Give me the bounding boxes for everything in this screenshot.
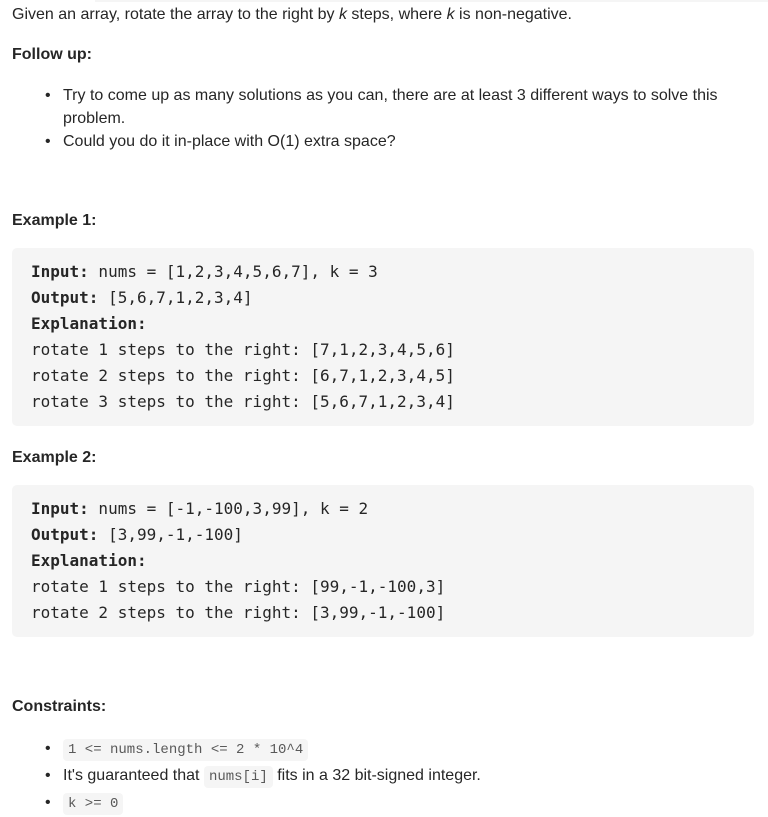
problem-statement: Given an array, rotate the array to the right by k steps, where k is non-negative. bbox=[12, 6, 572, 23]
follow-up-list bbox=[12, 84, 754, 153]
explanation-step: rotate 1 steps to the right: [7,1,2,3,4,5,6] bbox=[31, 340, 455, 359]
constraints-heading: Constraints: bbox=[12, 698, 107, 715]
example-input-line: Input: nums = [1,2,3,4,5,6,7], k = 3 bbox=[31, 262, 378, 281]
explanation-step: rotate 2 steps to the right: [3,99,-1,-100] bbox=[31, 603, 446, 622]
bullet-icon: • bbox=[45, 740, 51, 757]
list-item: • Could you do it in-place with O(1) extra space? bbox=[12, 130, 754, 153]
list-item: • It's guaranteed that nums[i] fits in a 32 bit-signed integer. bbox=[12, 763, 754, 790]
list-item bbox=[12, 736, 754, 763]
example-input-line: Input: nums = [-1,-100,3,99], k = 2 bbox=[31, 499, 369, 518]
bullet-icon: • bbox=[45, 794, 51, 811]
list-item: • Try to come up as many solutions as you can, there are at least 3 different ways to solve this problem. bbox=[12, 84, 754, 130]
example-explanation-label: Explanation: bbox=[31, 551, 147, 570]
example-1-code-block bbox=[12, 248, 754, 426]
example-1-heading: Example 1: bbox=[12, 212, 97, 229]
example-explanation-label: Explanation: bbox=[31, 314, 147, 333]
example-output-line: Output: [3,99,-1,-100] bbox=[31, 525, 243, 544]
list-item bbox=[12, 790, 754, 817]
variable-k: k bbox=[338, 6, 347, 23]
example-2-code-block bbox=[12, 485, 754, 637]
explanation-step: rotate 1 steps to the right: [99,-1,-100,3] bbox=[31, 577, 446, 596]
variable-k: k bbox=[446, 6, 455, 23]
bullet-icon: • bbox=[45, 133, 51, 150]
inline-code: 1 <= nums.length <= 2 * 10^4 bbox=[63, 739, 308, 761]
inline-code: nums[i] bbox=[204, 766, 273, 788]
bullet-icon: • bbox=[45, 767, 51, 784]
example-2-heading: Example 2: bbox=[12, 449, 97, 466]
explanation-step: rotate 2 steps to the right: [6,7,1,2,3,4,5] bbox=[31, 366, 455, 385]
constraints-list bbox=[12, 736, 754, 817]
example-output-line: Output: [5,6,7,1,2,3,4] bbox=[31, 288, 253, 307]
bullet-icon: • bbox=[45, 87, 51, 104]
follow-up-heading: Follow up: bbox=[12, 46, 92, 63]
inline-code: k >= 0 bbox=[63, 793, 123, 815]
explanation-step: rotate 3 steps to the right: [5,6,7,1,2,3,4] bbox=[31, 392, 455, 411]
